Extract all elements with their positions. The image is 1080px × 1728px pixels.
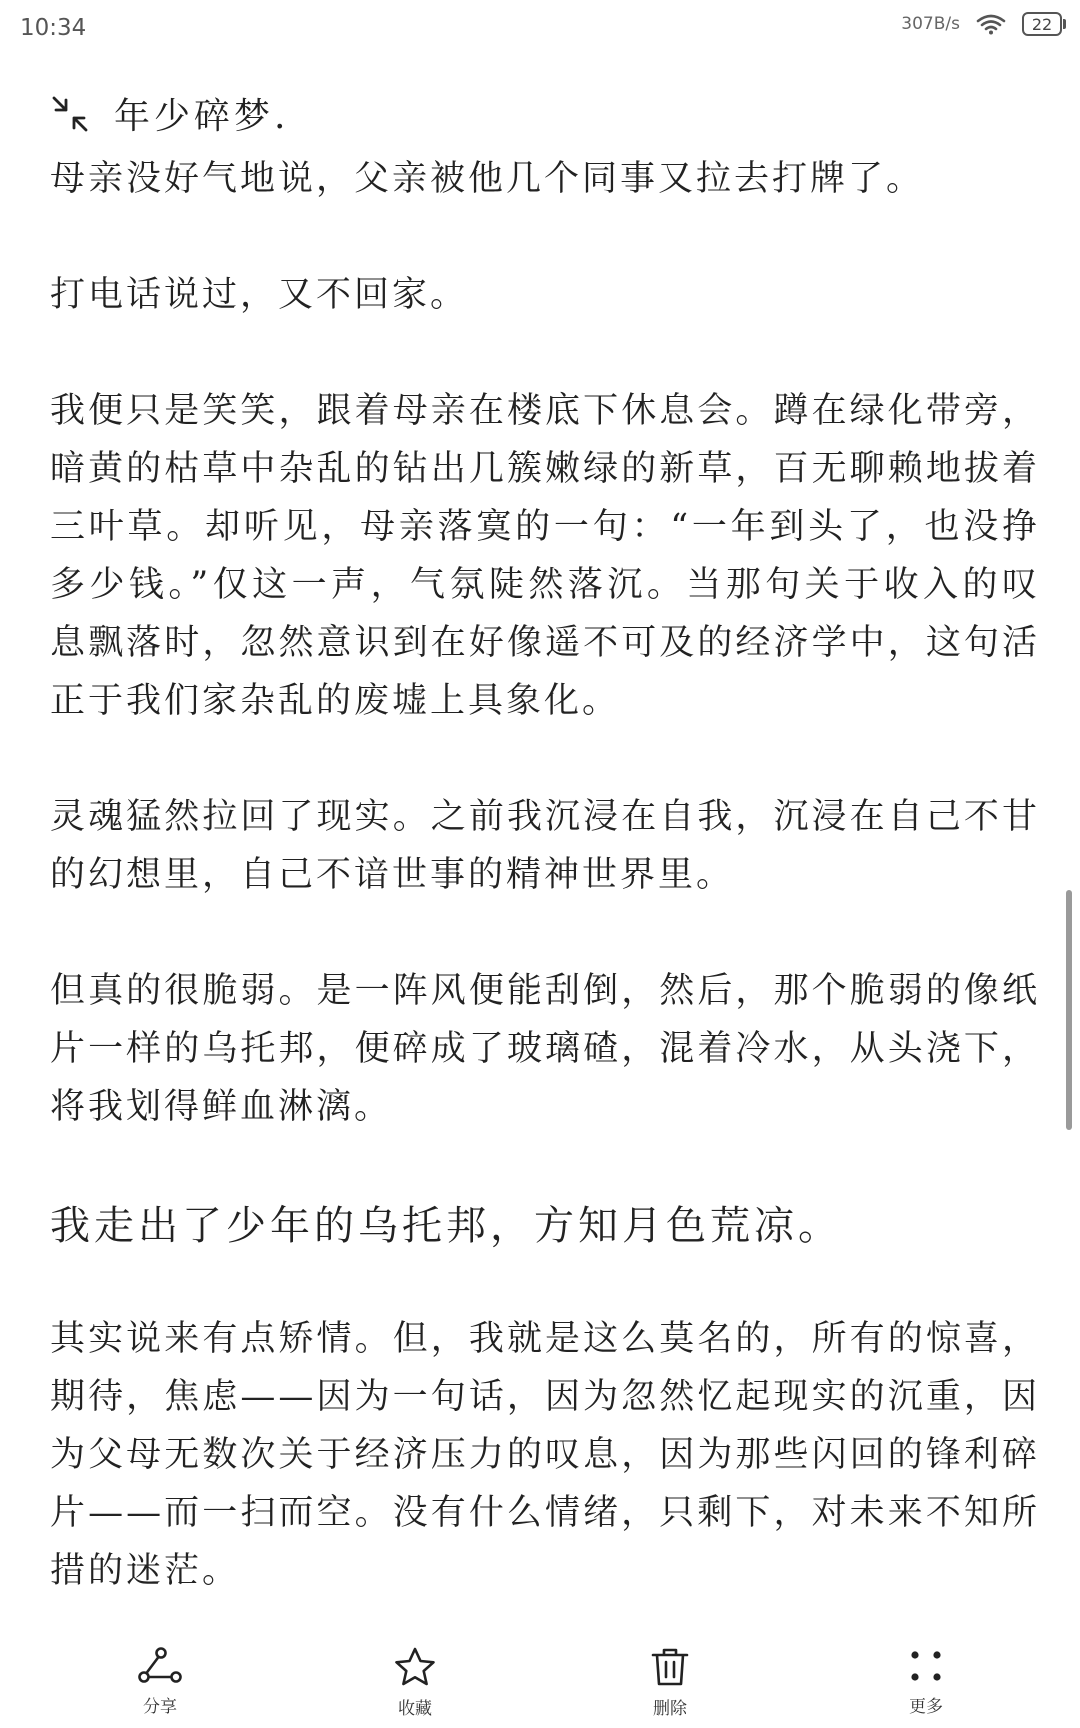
trash-icon — [610, 1646, 730, 1688]
paragraph-7: 其实说来有点矫情。但，我就是这么莫名的，所有的惊喜，期待，焦虑——因为一句话，因为忽然忆起现实的沉重，因为父母无数次关于经济压力的叹息，因为那些闪回的锋利碎片——而一扫而空。没有什么情绪，只剩下，对未来不知所措的迷茫。 — [50, 1319, 1040, 1591]
wifi-icon — [976, 13, 1006, 35]
paragraph-1: 母亲没好气地说，父亲被他几个同事又拉去打牌了。 — [50, 159, 925, 199]
share-button[interactable] — [100, 1646, 220, 1717]
delete-label: 删除 — [653, 1699, 687, 1719]
scrollbar[interactable] — [1066, 890, 1072, 1130]
collapse-icon[interactable] — [50, 94, 90, 134]
status-time: 10:34 — [20, 15, 87, 41]
more-button[interactable] — [866, 1646, 986, 1717]
battery-level: 22 — [1022, 12, 1062, 36]
favorite-label: 收藏 — [398, 1699, 432, 1719]
battery-icon — [1022, 12, 1066, 36]
share-label: 分享 — [143, 1697, 177, 1717]
note-title: 年少碎梦. — [114, 96, 290, 137]
paragraph-2: 打电话说过，又不回家。 — [50, 275, 469, 315]
note-body[interactable] — [50, 150, 1040, 1658]
more-label: 更多 — [909, 1697, 943, 1717]
favorite-button[interactable] — [355, 1646, 475, 1719]
paragraph-4: 灵魂猛然拉回了现实。之前我沉浸在自我，沉浸在自己不甘的幻想里，自己不谙世事的精神世界里。 — [50, 797, 1040, 895]
share-icon — [100, 1646, 220, 1686]
star-icon — [355, 1646, 475, 1688]
paragraph-5: 但真的很脆弱。是一阵风便能刮倒，然后，那个脆弱的像纸片一样的乌托邦，便碎成了玻璃碴，混着冷水，从头浇下，将我划得鲜血淋漓。 — [50, 971, 1040, 1127]
bottom-toolbar — [0, 1630, 1080, 1728]
paragraph-6: 我走出了少年的乌托邦，方知月色荒凉。 — [50, 1203, 842, 1249]
note-header — [50, 88, 289, 139]
network-speed: 307B/s — [901, 14, 960, 34]
delete-button[interactable] — [610, 1646, 730, 1719]
more-dots-icon — [866, 1646, 986, 1686]
status-indicators — [901, 12, 1066, 36]
status-bar — [0, 0, 1080, 56]
paragraph-3: 我便只是笑笑，跟着母亲在楼底下休息会。蹲在绿化带旁，暗黄的枯草中杂乱的钻出几簇嫩绿的新草，百无聊赖地拔着三叶草。却听见，母亲落寞的一句：“一年到头了，也没挣多少钱。”仅这一声，气氛陡然落沉。当那句关于收入的叹息飘落时，忽然意识到在好像遥不可及的经济学中，这句活正于我们家杂乱的废墟上具象化。 — [50, 391, 1040, 721]
